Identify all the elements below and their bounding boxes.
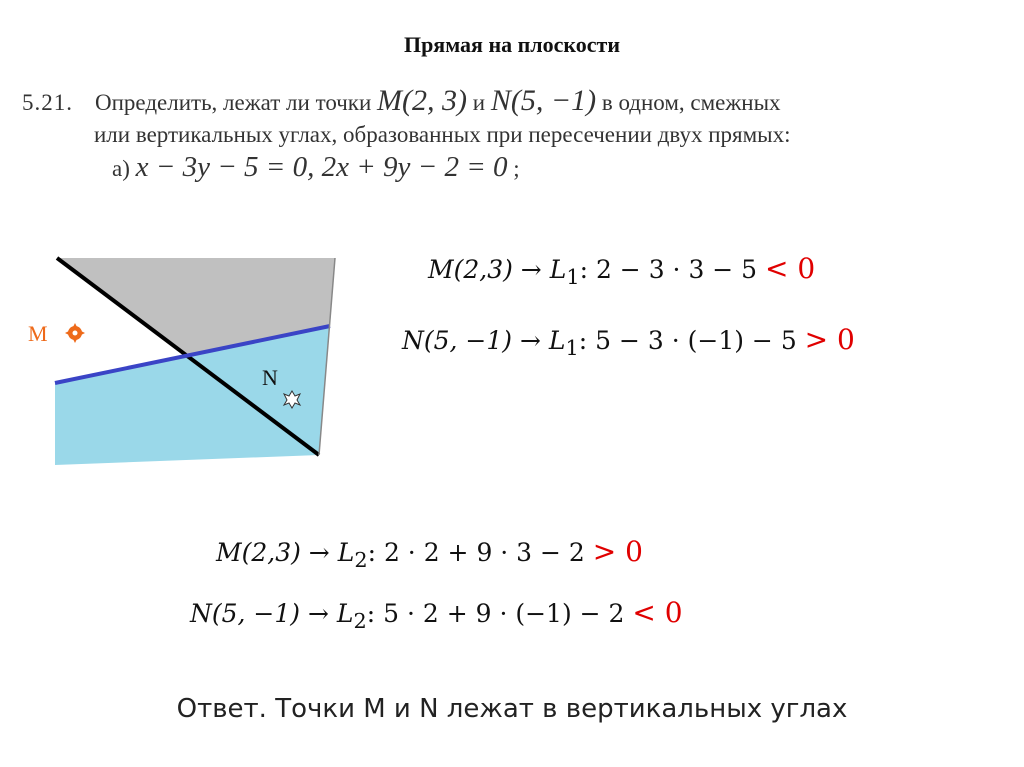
calc-expr: : 2 · 2 + 9 · 3 − 2 bbox=[367, 538, 593, 567]
answer-text: Ответ. Точки M и N лежат в вертикальных углах bbox=[176, 694, 848, 724]
calc-sub: 1 bbox=[565, 336, 579, 360]
point-m-text: M bbox=[28, 321, 48, 346]
point-n-text: N bbox=[262, 365, 278, 390]
item-end: ; bbox=[507, 156, 520, 181]
problem-number: 5.21. bbox=[22, 90, 73, 115]
calc-sign: > 0 bbox=[804, 323, 855, 356]
calc-sign: > 0 bbox=[592, 535, 643, 568]
calc-n-l1 bbox=[402, 323, 855, 360]
lines-diagram bbox=[0, 240, 360, 480]
m-marker-icon bbox=[65, 323, 85, 343]
calc-lhs: N(5, −1) → L bbox=[190, 599, 354, 628]
problem-text: в одном, смежных bbox=[596, 90, 781, 115]
problem-line-2: или вертикальных углах, образованных при пересечении двух прямых: bbox=[94, 122, 791, 147]
calc-expr: : 5 − 3 · (−1) − 5 bbox=[578, 326, 805, 355]
calc-sub: 2 bbox=[353, 609, 367, 633]
problem-line-3 bbox=[22, 151, 1007, 185]
problem-statement bbox=[22, 85, 1007, 185]
calc-expr: : 2 − 3 · 3 − 5 bbox=[579, 255, 766, 284]
problem-text: Определить, лежат ли точки bbox=[95, 90, 378, 115]
calc-n-l2 bbox=[190, 596, 683, 633]
calc-sign: < 0 bbox=[765, 252, 816, 285]
calc-expr: : 5 · 2 + 9 · (−1) − 2 bbox=[366, 599, 633, 628]
page-title: Прямая на плоскости bbox=[403, 32, 621, 57]
calc-sign: < 0 bbox=[632, 596, 683, 629]
item-label: а) bbox=[112, 156, 136, 181]
problem-line-1 bbox=[22, 84, 781, 117]
calc-m-l1 bbox=[428, 252, 815, 289]
calc-lhs: M(2,3) → L bbox=[216, 538, 355, 567]
calc-sub: 1 bbox=[566, 265, 580, 289]
problem-text: и bbox=[467, 90, 491, 115]
calc-lhs: M(2,3) → L bbox=[428, 255, 567, 284]
point-n-label: N(5, −1) bbox=[490, 84, 597, 117]
calc-sub: 2 bbox=[354, 548, 368, 572]
line-equations: x − 3y − 5 = 0, 2x + 9y − 2 = 0 bbox=[135, 151, 508, 183]
calc-m-l2 bbox=[216, 535, 643, 572]
calc-lhs: N(5, −1) → L bbox=[402, 326, 566, 355]
point-m-label: M(2, 3) bbox=[377, 84, 468, 117]
